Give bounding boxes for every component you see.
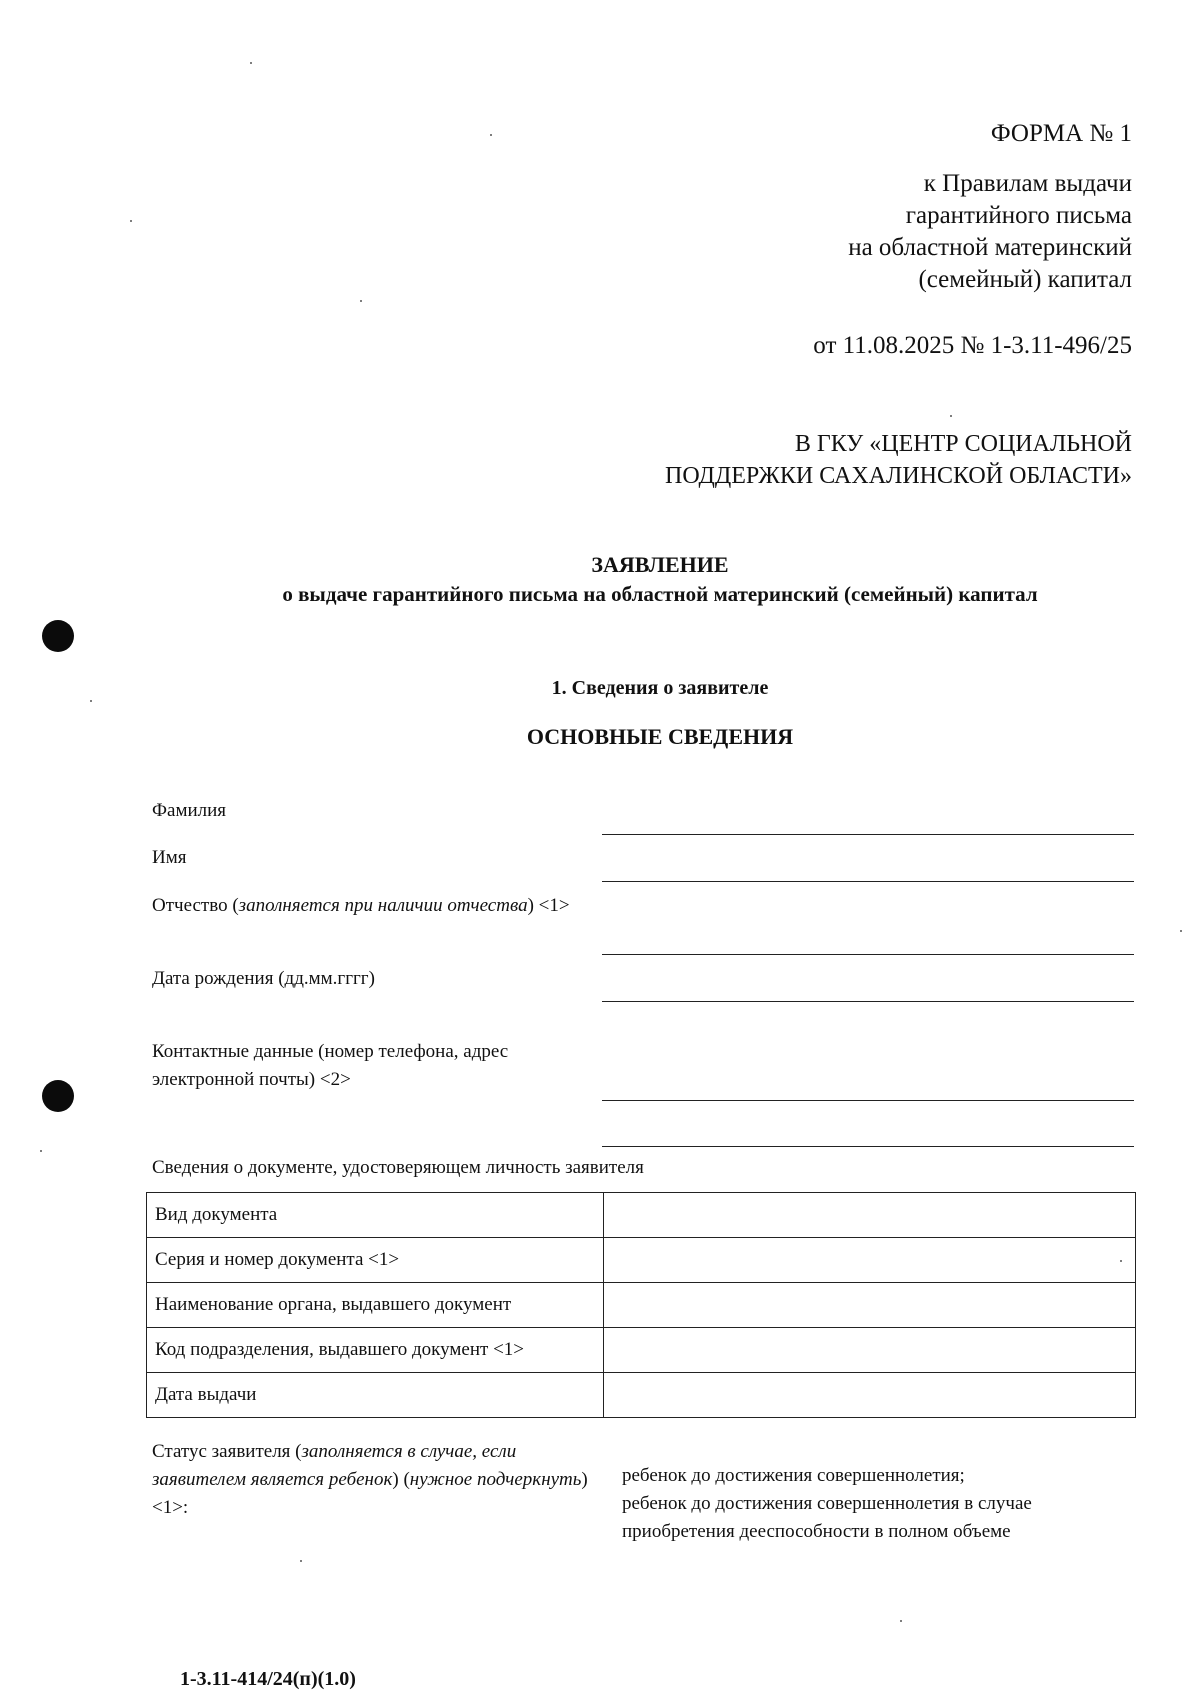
table-row [147,1238,1136,1283]
scan-speck [360,300,362,302]
patronymic-line[interactable] [602,954,1134,955]
patronymic-note: заполняется при наличии отчества [238,895,528,916]
contacts-line-1[interactable] [602,1100,1134,1101]
status-suffix: ) <1>: [152,1469,588,1518]
order-reference: от 11.08.2025 № 1-3.11-496/25 [813,332,1132,359]
table-row [147,1283,1136,1328]
status-option-emancipated[interactable]: ребенок до достижения совершеннолетия в случае [622,1493,1032,1514]
applicant-status-options [622,1462,1032,1546]
doc-type-label: Вид документа [147,1193,604,1238]
status-option-emancipated-cont: приобретения дееспособности в полном объеме [622,1521,1011,1542]
id-document-table [146,1192,1136,1418]
birth-date-label: Дата рождения (дд.мм.гггг) [152,968,375,989]
doc-division-code-value[interactable] [604,1328,1136,1373]
doc-issuer-value[interactable] [604,1283,1136,1328]
contacts-line-2[interactable] [602,1146,1134,1147]
scan-speck [900,1620,902,1622]
doc-series-label: Серия и номер документа <1> [147,1238,604,1283]
status-mid: ) ( [392,1469,410,1490]
rules-line: к Правилам выдачи [923,170,1132,197]
name-line[interactable] [602,881,1134,882]
status-note-2: нужное подчеркнуть [409,1469,582,1490]
scan-speck [950,415,952,417]
doc-issue-date-label: Дата выдачи [147,1373,604,1418]
punch-hole-bottom [42,1080,74,1112]
addressee-line: ПОДДЕРЖКИ САХАЛИНСКОЙ ОБЛАСТИ» [665,463,1132,489]
applicant-status-label [152,1438,592,1522]
scan-speck [130,220,132,222]
name-label: Имя [152,847,187,868]
status-note-1: заполняется в случае, если заявителем является ребенок [152,1441,517,1490]
form-number: ФОРМА № 1 [990,120,1132,147]
doc-type-value[interactable] [604,1193,1136,1238]
rules-line: на областной материнский [848,234,1132,261]
scan-speck [250,62,252,64]
table-row [147,1328,1136,1373]
rules-reference [848,168,1132,296]
rules-line: гарантийного письма [905,202,1132,229]
contacts-label: Контактные данные (номер телефона, адрес электронной почты) <2> [152,1041,509,1090]
addressee-line: В ГКУ «ЦЕНТР СОЦИАЛЬНОЙ [794,431,1132,457]
doc-issuer-label: Наименование органа, выдавшего документ [147,1283,604,1328]
scan-speck [40,1150,42,1152]
doc-division-code-label: Код подразделения, выдавшего документ <1> [147,1328,604,1373]
scan-speck [90,700,92,702]
birth-date-line[interactable] [602,1001,1134,1002]
basic-info-title: ОСНОВНЫЕ СВЕДЕНИЯ [526,724,794,749]
scan-speck [300,1560,302,1562]
id-document-caption: Сведения о документе, удостоверяющем личность заявителя [152,1157,644,1178]
punch-hole-top [42,620,74,652]
surname-line[interactable] [602,834,1134,835]
status-prefix: Статус заявителя ( [152,1441,302,1462]
scan-speck [490,134,492,136]
document-title: ЗАЯВЛЕНИЕ [591,552,729,577]
status-option-minor[interactable]: ребенок до достижения совершеннолетия; [622,1465,965,1486]
table-row [147,1373,1136,1418]
form-code: 1-3.11-414/24(п)(1.0) [180,1668,356,1690]
table-row [147,1193,1136,1238]
patronymic-prefix: Отчество ( [152,895,239,916]
document-subtitle: о выдаче гарантийного письма на областной материнский (семейный) капитал [282,582,1038,606]
surname-label: Фамилия [152,800,227,821]
section-title: 1. Сведения о заявителе [551,677,769,699]
rules-line: (семейный) капитал [918,266,1132,293]
patronymic-label [152,892,582,920]
patronymic-suffix: ) <1> [527,895,570,916]
doc-series-value[interactable] [604,1238,1136,1283]
scan-speck [1180,930,1182,932]
addressee [665,428,1132,492]
doc-issue-date-value[interactable] [604,1373,1136,1418]
